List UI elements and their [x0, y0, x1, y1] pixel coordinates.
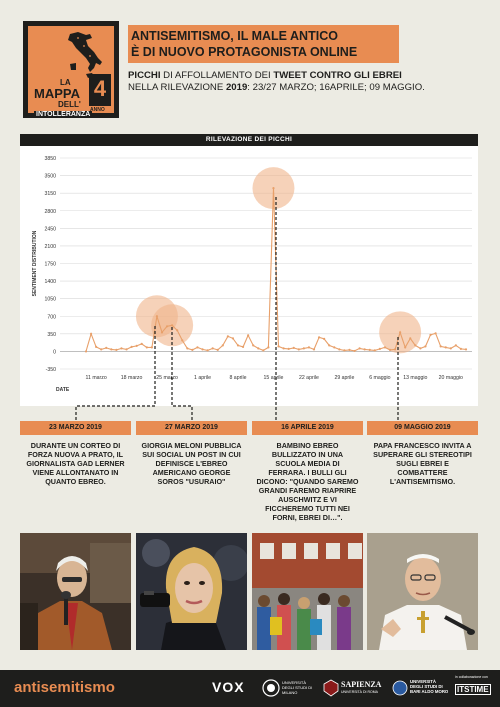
data-point-66 [419, 347, 421, 349]
data-point-5 [110, 348, 112, 350]
data-point-31 [242, 346, 244, 348]
subtitle-text3: : 23/27 MARZO; 16APRILE; 09 MAGGIO. [247, 82, 425, 93]
data-point-48 [328, 344, 330, 346]
data-point-55 [364, 348, 366, 350]
logo-line4: INTOLLERANZA [36, 111, 91, 118]
data-point-70 [440, 345, 442, 347]
data-point-12 [146, 346, 148, 348]
logo-itstime: ITSTIME [457, 685, 489, 694]
data-point-33 [252, 344, 254, 346]
photo-meloni-image [136, 533, 247, 650]
logo-text [34, 78, 92, 119]
axis-label-layer [32, 156, 463, 393]
x-tick-label-7: 29 aprile [334, 375, 355, 381]
data-point-46 [318, 336, 320, 338]
data-point-50 [338, 348, 340, 350]
data-point-18 [176, 329, 178, 331]
data-point-73 [455, 344, 457, 346]
footer-title: antisemitismo [14, 679, 115, 696]
event-text-0: DURANTE UN CORTEO DI FORZA NUOVA A PRATO, IL GIORNALISTA GAD LERNER VIENE ALLONTANATO IN QUANTO EBREO. [26, 441, 125, 486]
data-point-23 [201, 348, 203, 350]
event-date-1: 27 MARZO 2019 [136, 421, 247, 435]
data-point-69 [435, 332, 437, 334]
chart-panel [20, 134, 478, 406]
data-point-15 [161, 331, 163, 333]
footer [0, 670, 500, 707]
italy-map-icon [64, 32, 104, 80]
event-text-1: GIORGIA MELONI PUBBLICA SUI SOCIAL UN POST IN CUI DEFINISCE L'EBREO AMERICANO GEORGE SOROS "USURAIO" [141, 441, 242, 486]
x-tick-label-2: 25 marzo [156, 375, 178, 381]
data-point-19 [181, 339, 183, 341]
y-tick-label-1: 0 [53, 349, 56, 356]
data-point-54 [359, 347, 361, 349]
y-tick-label-0: -350 [45, 367, 56, 373]
data-point-2 [95, 346, 97, 348]
data-point-17 [171, 324, 173, 326]
y-axis-label: SENTIMENT DISTRIBUTION [32, 230, 38, 297]
x-tick-label-9: 13 maggio [403, 375, 428, 381]
data-point-47 [323, 338, 325, 340]
data-point-16 [166, 325, 168, 327]
data-point-64 [409, 337, 411, 339]
page-title: ANTISEMITISMO, IL MALE ANTICO È DI NUOVO PROTAGONISTA ONLINE [131, 29, 358, 59]
event-date-3: 09 MAGGIO 2019 [367, 421, 478, 435]
data-point-28 [227, 335, 229, 337]
x-tick-label-10: 20 maggio [438, 375, 463, 381]
logo-collab-text: in collaborazione con [455, 675, 488, 679]
y-tick-label-2: 350 [47, 331, 56, 338]
data-point-42 [298, 348, 300, 350]
data-point-14 [156, 315, 158, 317]
data-point-38 [277, 345, 279, 347]
data-point-3 [100, 348, 102, 350]
logo-bari: UNIVERSITÀ DEGLI STUDI DI BARI ALDO MORO [410, 679, 449, 694]
line-chart [20, 146, 478, 406]
data-point-35 [262, 349, 264, 351]
data-point-40 [288, 348, 290, 350]
logo-sapienza: SAPIENZA [341, 680, 382, 689]
data-point-25 [212, 347, 214, 349]
y-tick-label-5: 1400 [44, 279, 56, 286]
data-point-67 [424, 345, 426, 347]
data-point-20 [186, 347, 188, 349]
photo-pope-image [367, 533, 478, 650]
subtitle-bold-tweet: TWEET CONTRO GLI EBREI [273, 70, 402, 81]
data-point-1 [90, 333, 92, 335]
x-tick-label-6: 22 aprile [298, 375, 319, 381]
data-point-7 [120, 347, 122, 349]
x-tick-label-8: 6 maggio [369, 375, 391, 381]
subtitle-text2: NELLA RILEVAZIONE [128, 82, 226, 93]
x-tick-label-3: 1 aprile [194, 375, 212, 381]
sapienza-seal-icon [323, 679, 339, 697]
logo-milano: UNIVERSITÀ DEGLI STUDI DI MILANO [282, 680, 313, 695]
data-point-32 [247, 334, 249, 336]
photo-lerner [20, 533, 131, 650]
event-date-2: 16 APRILE 2019 [252, 421, 363, 435]
data-point-9 [131, 346, 133, 348]
data-point-36 [267, 346, 269, 348]
data-point-10 [136, 345, 138, 347]
data-point-26 [217, 349, 219, 351]
bari-seal-icon [392, 679, 408, 697]
y-tick-label-12: 3850 [44, 156, 56, 162]
photo-pope [367, 533, 478, 650]
logo-vox: VOX [212, 679, 245, 695]
data-point-41 [293, 347, 295, 349]
photo-school [252, 533, 363, 650]
data-point-0 [85, 350, 87, 352]
data-point-57 [374, 349, 376, 351]
data-point-71 [445, 346, 447, 348]
y-tick-label-6: 1750 [44, 261, 56, 268]
data-point-44 [308, 346, 310, 348]
logo-anno: ANNO [90, 107, 105, 113]
x-tick-label-0: 11 marzo [85, 375, 107, 381]
data-point-62 [399, 331, 401, 333]
event-date-0: 23 MARZO 2019 [20, 421, 131, 435]
data-point-63 [404, 346, 406, 348]
page-subtitle [128, 70, 428, 94]
event-text-3: PAPA FRANCESCO INVITA A SUPERARE GLI STEREOTIPI SUGLI EBREI E COMBATTERE L'ANTISEMITISMO. [373, 441, 472, 486]
data-point-24 [207, 349, 209, 351]
data-point-74 [460, 348, 462, 350]
y-tick-label-10: 3150 [44, 191, 56, 198]
y-tick-label-8: 2450 [44, 226, 56, 233]
chart-title: RILEVAZIONE DEI PICCHI [20, 134, 478, 146]
x-tick-label-4: 8 aprile [229, 375, 247, 381]
data-point-60 [389, 349, 391, 351]
data-point-11 [141, 343, 143, 345]
data-point-52 [348, 349, 350, 351]
title-banner [128, 25, 399, 63]
y-tick-label-3: 700 [47, 314, 56, 321]
data-point-49 [333, 346, 335, 348]
y-tick-label-9: 2800 [44, 208, 56, 215]
data-point-56 [369, 349, 371, 351]
data-point-51 [343, 349, 345, 351]
y-tick-label-7: 2100 [44, 243, 56, 250]
data-point-39 [283, 347, 285, 349]
data-point-45 [313, 348, 315, 350]
y-tick-label-4: 1050 [44, 296, 56, 303]
data-point-6 [115, 349, 117, 351]
data-point-53 [353, 350, 355, 352]
data-point-22 [196, 346, 198, 348]
logo-edition-number: 4 [89, 74, 111, 106]
data-point-13 [151, 346, 153, 348]
photo-school-image [252, 533, 363, 650]
x-tick-label-1: 18 marzo [120, 375, 143, 381]
data-point-43 [303, 347, 305, 349]
data-point-8 [125, 348, 127, 350]
data-point-27 [222, 344, 224, 346]
logo-line3: DELL' [58, 100, 81, 109]
data-point-4 [105, 347, 107, 349]
data-point-21 [191, 349, 193, 351]
y-tick-label-11: 3500 [44, 173, 56, 180]
photo-meloni [136, 533, 247, 650]
mappa-intolleranza-logo [23, 21, 119, 118]
data-point-75 [465, 348, 467, 350]
milano-seal-icon [262, 679, 280, 697]
data-point-59 [384, 346, 386, 348]
subtitle-bold-picchi: PICCHI [128, 70, 161, 81]
data-point-58 [379, 348, 381, 350]
logo-line1: LA [60, 78, 71, 87]
data-point-34 [257, 347, 259, 349]
x-tick-label-5: 15 aprile [263, 375, 284, 381]
highlight-layer [136, 167, 421, 353]
data-point-61 [394, 348, 396, 350]
data-point-30 [237, 344, 239, 346]
data-point-65 [414, 344, 416, 346]
data-point-37 [272, 187, 274, 189]
logo-sapienza-sub: UNIVERSITÀ DI ROMA [341, 690, 378, 694]
x-axis-label: DATE [56, 387, 70, 393]
subtitle-bold-year: 2019 [225, 82, 248, 93]
data-point-29 [232, 337, 234, 339]
data-point-68 [429, 334, 431, 336]
logo-line2: MAPPA [34, 86, 80, 101]
photo-lerner-image [20, 533, 131, 650]
data-point-72 [450, 347, 452, 349]
event-text-2: BAMBINO EBREO BULLIZZATO IN UNA SCUOLA MEDIA DI FERRARA. I BULLI GLI DICONO: "QUANDO SAREMO GRANDI FAREMO RIAPRIRE AUSCHWITZ E VI FICCHEREMO TUTTI NEI FORNI, EBREI DI…". [256, 441, 359, 522]
subtitle-text1: DI AFFOLLAMENTO DEI [160, 70, 274, 81]
